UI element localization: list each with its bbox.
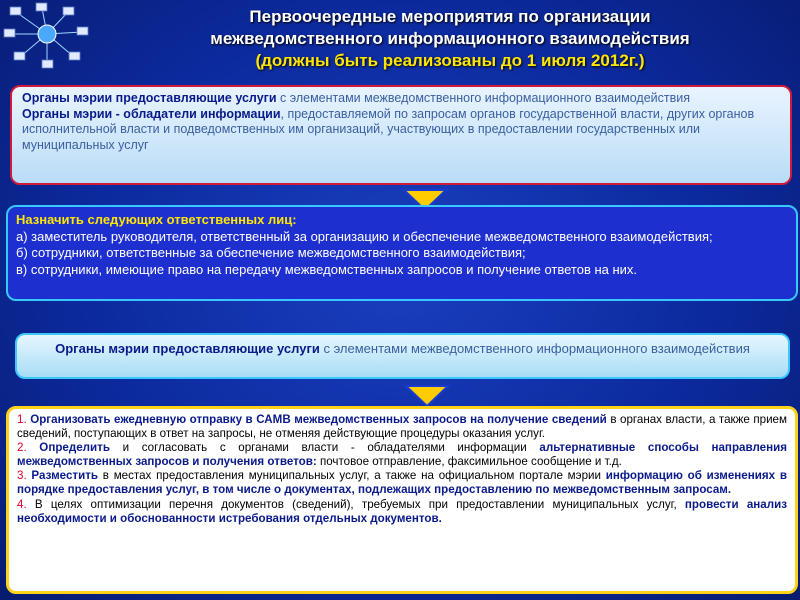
item-4-text: В целях оптимизации перечня документов (сведений), требуемых при предоставлении муниципальных услуг, [26,497,685,511]
item-2-text-1: и согласовать с органами власти - обладателями информации [109,441,540,455]
network-icon [2,2,92,72]
page-title [150,6,750,72]
item-4-number: 4. [17,497,27,511]
item-1-text: в органах власти, а также прием сведений, поступающих в ответ на запросы, не отменяя действующие процедуры оказания услуг. [17,413,787,441]
item-3-number: 3. [17,469,27,483]
box1-bold-2: Органы мэрии - обладатели информации [22,106,281,121]
title-deadline: (должны быть реализованы до 1 июля 2012г.) [255,51,645,70]
service-bodies-box [15,333,790,379]
action-item-2 [17,441,787,469]
box2-heading: Назначить следующих ответственных лиц: [16,212,297,227]
item-1-number: 1. [17,413,27,426]
item-1-bold: Организовать ежедневную отправку в САМВ межведомственных запросов на получение сведений [26,413,607,426]
action-item-3 [17,469,787,497]
item-2-bold-1: Определить [26,441,110,455]
arrow-down-icon [404,384,450,408]
item-3-text: в местах предоставления муниципальных услуг, а также на официальном портале мэрии [98,469,606,483]
box3-text: с элементами межведомственного информационного взаимодействия [319,341,750,356]
item-2-bold-2: альтернативные способы направления межведомственных запросов и получения ответов: [17,441,787,469]
mayoralty-bodies-box [10,85,792,185]
title-line-1: Первоочередные мероприятия по организации [249,7,651,26]
box1-paragraph-1 [22,91,780,107]
box1-text-2: , предоставляемой по запросам органов государственной власти, других органов исполнительной власти и подведомственных им организаций, участвующих в предоставлении государственных или муниципальных услуг [22,106,755,152]
box2-item-b: б) сотрудники, ответственные за обеспечение межведомственного взаимодействия; [16,245,526,260]
item-2-number: 2. [17,441,27,455]
box1-text-1: с элементами межведомственного информационного взаимодействия [276,91,691,105]
action-item-4 [17,498,787,526]
action-item-1 [17,413,787,441]
box2-item-c: в) сотрудники, имеющие право на передачу межведомственных запросов и получение ответов на них. [16,261,638,277]
responsible-persons-box [6,205,798,301]
action-items-box [6,406,798,594]
item-3-bold-1: Разместить [26,469,99,483]
title-line-2: межведомственного информационного взаимодействия [210,29,690,48]
item-4-bold: провести анализ необходимости и обоснованности истребования отдельных документов. [17,497,787,525]
box1-paragraph-2 [22,107,780,154]
item-3-bold-2: информацию об изменениях в порядке предоставления услуг, в том числе о документах, подлежащих предоставлению по межведомственным запросам. [17,469,787,497]
box2-item-a: а) заместитель руководителя, ответственный за организацию и обеспечение межведомственного взаимодействия; [16,228,713,244]
box1-bold-1: Органы мэрии предоставляющие услуги [22,91,277,105]
item-2-text-2: почтовое отправление, факсимильное сообщение и т.д. [316,455,622,469]
box3-bold: Органы мэрии предоставляющие услуги [55,341,320,356]
